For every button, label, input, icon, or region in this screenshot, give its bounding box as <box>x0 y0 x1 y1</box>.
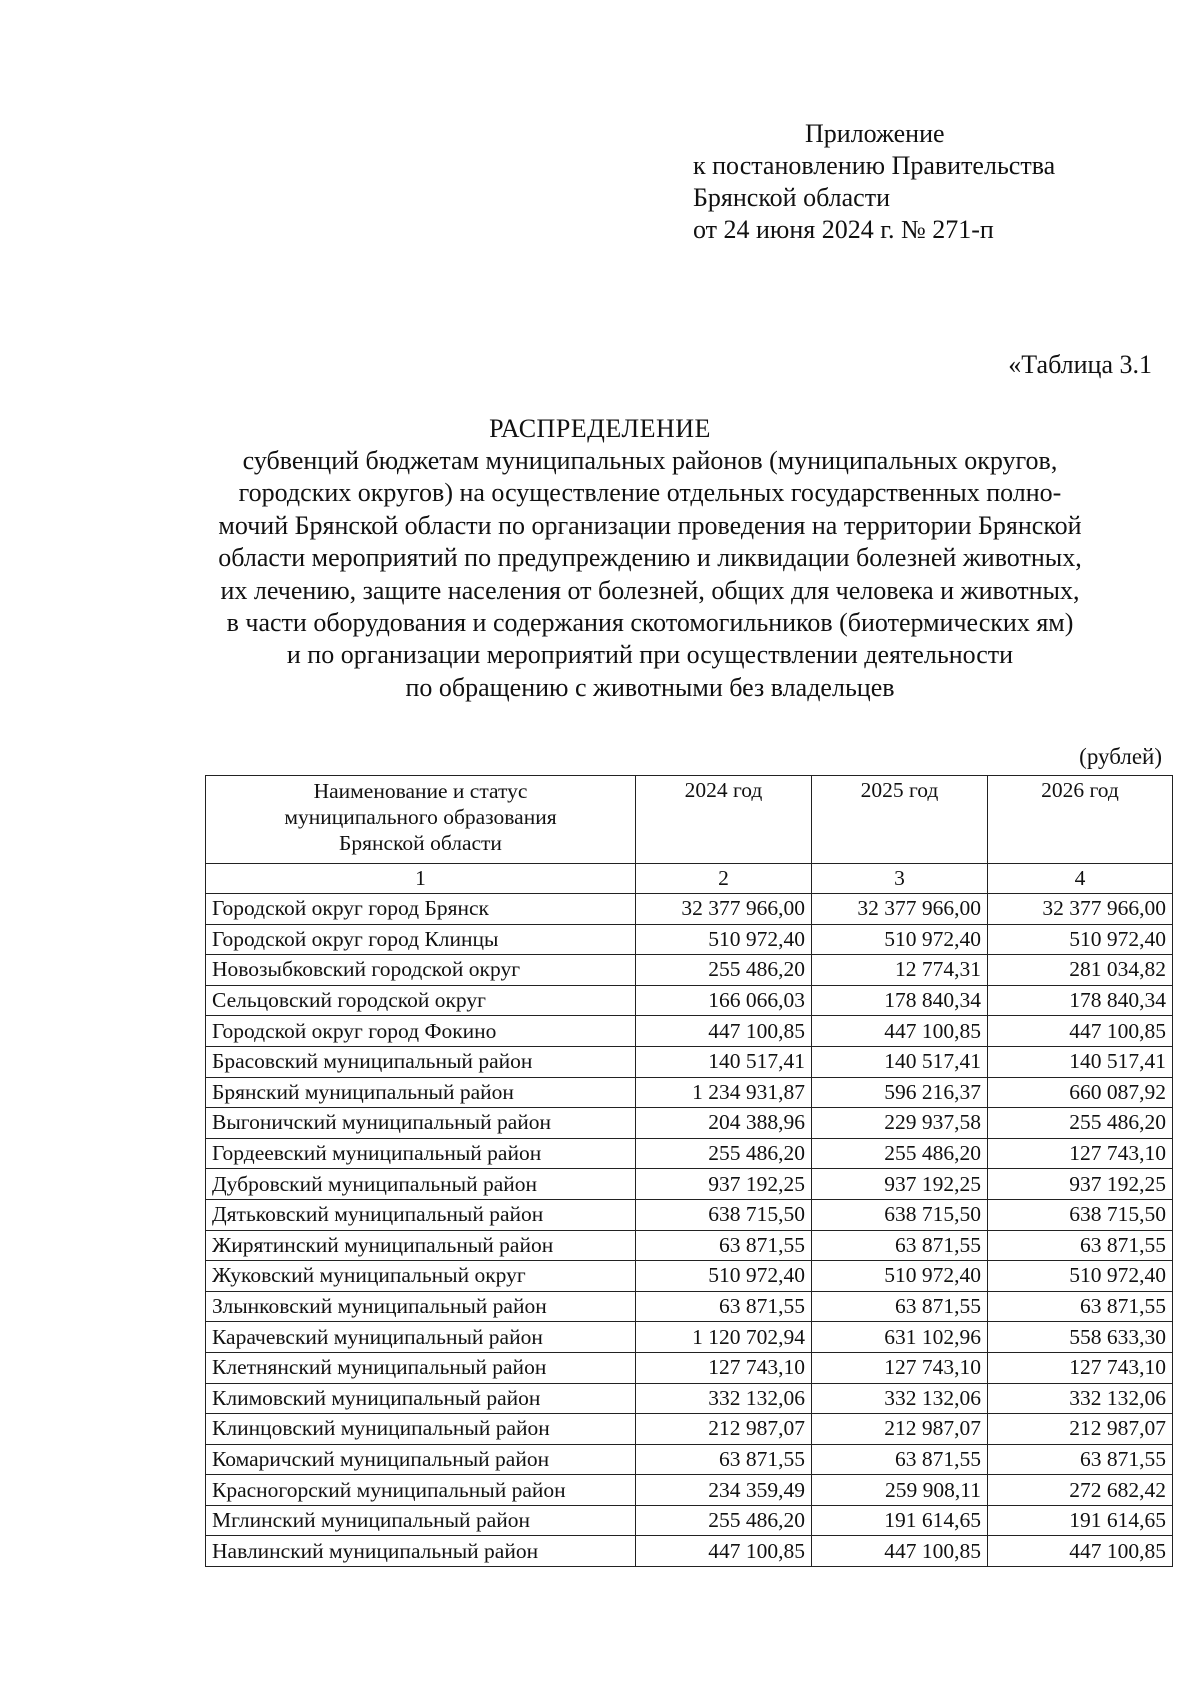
table-row <box>206 1108 1173 1139</box>
table-row <box>206 1169 1173 1200</box>
cell-name: Клетнянский муниципальный район <box>206 1352 636 1383</box>
column-number: 1 <box>206 864 636 894</box>
table-row <box>206 955 1173 986</box>
cell-name: Красногорский муниципальный район <box>206 1475 636 1506</box>
column-number-row <box>206 864 1173 894</box>
cell-2025: 510 972,40 <box>812 924 988 955</box>
cell-2026: 281 034,82 <box>988 955 1173 986</box>
cell-2026: 127 743,10 <box>988 1138 1173 1169</box>
header-name-line: муниципального образования <box>284 805 557 829</box>
cell-2025: 127 743,10 <box>812 1352 988 1383</box>
cell-2026: 660 087,92 <box>988 1077 1173 1108</box>
cell-2025: 447 100,85 <box>812 1016 988 1047</box>
cell-2026: 63 871,55 <box>988 1230 1173 1261</box>
cell-name: Брянский муниципальный район <box>206 1077 636 1108</box>
table-row <box>206 1444 1173 1475</box>
cell-2025: 259 908,11 <box>812 1475 988 1506</box>
cell-2024: 255 486,20 <box>636 1505 812 1536</box>
cell-2024: 63 871,55 <box>636 1291 812 1322</box>
subtitle-line: субвенций бюджетам муниципальных районов (муниципальных округов, <box>242 446 1058 475</box>
cell-2025: 32 377 966,00 <box>812 894 988 925</box>
appendix-reference: к постановлению Правительства <box>693 151 1056 180</box>
column-number: 4 <box>988 864 1173 894</box>
table-row <box>206 1352 1173 1383</box>
cell-2025: 447 100,85 <box>812 1536 988 1567</box>
cell-2024: 127 743,10 <box>636 1352 812 1383</box>
distribution-table <box>205 775 1173 1567</box>
cell-2026: 332 132,06 <box>988 1383 1173 1414</box>
cell-2024: 447 100,85 <box>636 1536 812 1567</box>
table-row <box>206 1414 1173 1445</box>
cell-2024: 140 517,41 <box>636 1046 812 1077</box>
document-subtitle <box>130 445 1170 704</box>
cell-name: Климовский муниципальный район <box>206 1383 636 1414</box>
cell-2025: 510 972,40 <box>812 1261 988 1292</box>
cell-2024: 63 871,55 <box>636 1444 812 1475</box>
cell-2026: 558 633,30 <box>988 1322 1173 1353</box>
cell-2024: 212 987,07 <box>636 1414 812 1445</box>
cell-2024: 447 100,85 <box>636 1016 812 1047</box>
cell-2024: 255 486,20 <box>636 955 812 986</box>
table-row <box>206 1016 1173 1047</box>
cell-2024: 63 871,55 <box>636 1230 812 1261</box>
cell-name: Городской округ город Брянск <box>206 894 636 925</box>
cell-2025: 631 102,96 <box>812 1322 988 1353</box>
cell-2025: 596 216,37 <box>812 1077 988 1108</box>
cell-name: Новозыбковский городской округ <box>206 955 636 986</box>
cell-2025: 63 871,55 <box>812 1444 988 1475</box>
appendix-block <box>693 118 1055 246</box>
table-row <box>206 1230 1173 1261</box>
header-name <box>206 776 636 864</box>
cell-2024: 32 377 966,00 <box>636 894 812 925</box>
table-row <box>206 1505 1173 1536</box>
cell-name: Жирятинский муниципальный район <box>206 1230 636 1261</box>
table-number: «Таблица 3.1 <box>1008 350 1152 379</box>
subtitle-line: городских округов) на осуществление отдельных государственных полно- <box>238 478 1062 508</box>
cell-2025: 63 871,55 <box>812 1230 988 1261</box>
cell-2024: 937 192,25 <box>636 1169 812 1200</box>
cell-2024: 510 972,40 <box>636 924 812 955</box>
cell-2026: 638 715,50 <box>988 1199 1173 1230</box>
cell-2025: 332 132,06 <box>812 1383 988 1414</box>
cell-name: Гордеевский муниципальный район <box>206 1138 636 1169</box>
table-row <box>206 1475 1173 1506</box>
cell-2024: 510 972,40 <box>636 1261 812 1292</box>
column-number: 3 <box>812 864 988 894</box>
cell-name: Городской округ город Фокино <box>206 1016 636 1047</box>
table-row <box>206 894 1173 925</box>
cell-2025: 937 192,25 <box>812 1169 988 1200</box>
cell-2026: 255 486,20 <box>988 1108 1173 1139</box>
cell-name: Комаричский муниципальный район <box>206 1444 636 1475</box>
cell-2026: 510 972,40 <box>988 924 1173 955</box>
column-number: 2 <box>636 864 812 894</box>
table-row <box>206 1291 1173 1322</box>
subtitle-line: их лечению, защите населения от болезней, общих для человека и животных, <box>220 575 1080 605</box>
cell-2026: 63 871,55 <box>988 1291 1173 1322</box>
cell-2024: 1 120 702,94 <box>636 1322 812 1353</box>
table-row <box>206 1046 1173 1077</box>
subtitle-line: в части оборудования и содержания скотомогильников (биотермических ям) <box>226 608 1074 638</box>
subtitle-line: и по организации мероприятий при осуществлении деятельности <box>286 640 1014 670</box>
cell-2026: 272 682,42 <box>988 1475 1173 1506</box>
header-2025: 2025 год <box>812 776 988 864</box>
cell-name: Злынковский муниципальный район <box>206 1291 636 1322</box>
cell-2024: 638 715,50 <box>636 1199 812 1230</box>
cell-2025: 638 715,50 <box>812 1199 988 1230</box>
cell-name: Мглинский муниципальный район <box>206 1505 636 1536</box>
table-row <box>206 1383 1173 1414</box>
cell-name: Дубровский муниципальный район <box>206 1169 636 1200</box>
cell-2024: 166 066,03 <box>636 985 812 1016</box>
cell-name: Городской округ город Клинцы <box>206 924 636 955</box>
header-name-line: Наименование и статус <box>313 779 528 803</box>
table-row <box>206 1077 1173 1108</box>
cell-2025: 178 840,34 <box>812 985 988 1016</box>
cell-name: Выгоничский муниципальный район <box>206 1108 636 1139</box>
table-row <box>206 1138 1173 1169</box>
cell-2026: 937 192,25 <box>988 1169 1173 1200</box>
cell-2025: 255 486,20 <box>812 1138 988 1169</box>
cell-2025: 191 614,65 <box>812 1505 988 1536</box>
cell-2026: 178 840,34 <box>988 985 1173 1016</box>
cell-2025: 212 987,07 <box>812 1414 988 1445</box>
cell-2024: 234 359,49 <box>636 1475 812 1506</box>
cell-2026: 191 614,65 <box>988 1505 1173 1536</box>
cell-name: Дятьковский муниципальный район <box>206 1199 636 1230</box>
cell-2024: 255 486,20 <box>636 1138 812 1169</box>
cell-name: Клинцовский муниципальный район <box>206 1414 636 1445</box>
cell-2024: 1 234 931,87 <box>636 1077 812 1108</box>
appendix-region: Брянской области <box>693 183 890 212</box>
cell-name: Навлинский муниципальный район <box>206 1536 636 1567</box>
cell-2026: 140 517,41 <box>988 1046 1173 1077</box>
appendix-heading: Приложение <box>805 119 945 148</box>
units-label: (рублей) <box>1079 744 1162 769</box>
header-2026: 2026 год <box>988 776 1173 864</box>
table-header-row <box>206 776 1173 864</box>
header-2024: 2024 год <box>636 776 812 864</box>
subtitle-line: мочий Брянской области по организации проведения на территории Брянской <box>218 510 1082 540</box>
subtitle-line: по обращению с животными без владельцев <box>405 672 895 702</box>
cell-2026: 447 100,85 <box>988 1536 1173 1567</box>
cell-2026: 127 743,10 <box>988 1352 1173 1383</box>
cell-2026: 32 377 966,00 <box>988 894 1173 925</box>
cell-name: Карачевский муниципальный район <box>206 1322 636 1353</box>
cell-2025: 229 937,58 <box>812 1108 988 1139</box>
cell-2025: 140 517,41 <box>812 1046 988 1077</box>
cell-2026: 63 871,55 <box>988 1444 1173 1475</box>
table-row <box>206 1261 1173 1292</box>
appendix-date-number: от 24 июня 2024 г. № 271-п <box>693 215 994 244</box>
table-row <box>206 1536 1173 1567</box>
header-name-line: Брянской области <box>339 831 502 855</box>
cell-2026: 510 972,40 <box>988 1261 1173 1292</box>
cell-2024: 204 388,96 <box>636 1108 812 1139</box>
cell-name: Сельцовский городской округ <box>206 985 636 1016</box>
table-body <box>206 894 1173 1567</box>
table-row <box>206 1199 1173 1230</box>
table-row <box>206 924 1173 955</box>
cell-2026: 447 100,85 <box>988 1016 1173 1047</box>
table-row <box>206 1322 1173 1353</box>
cell-name: Брасовский муниципальный район <box>206 1046 636 1077</box>
document-title: РАСПРЕДЕЛЕНИЕ <box>489 414 711 443</box>
cell-name: Жуковский муниципальный округ <box>206 1261 636 1292</box>
cell-2025: 63 871,55 <box>812 1291 988 1322</box>
cell-2026: 212 987,07 <box>988 1414 1173 1445</box>
cell-2024: 332 132,06 <box>636 1383 812 1414</box>
table-row <box>206 985 1173 1016</box>
cell-2025: 12 774,31 <box>812 955 988 986</box>
subtitle-line: области мероприятий по предупреждению и ликвидации болезней животных, <box>218 543 1082 573</box>
